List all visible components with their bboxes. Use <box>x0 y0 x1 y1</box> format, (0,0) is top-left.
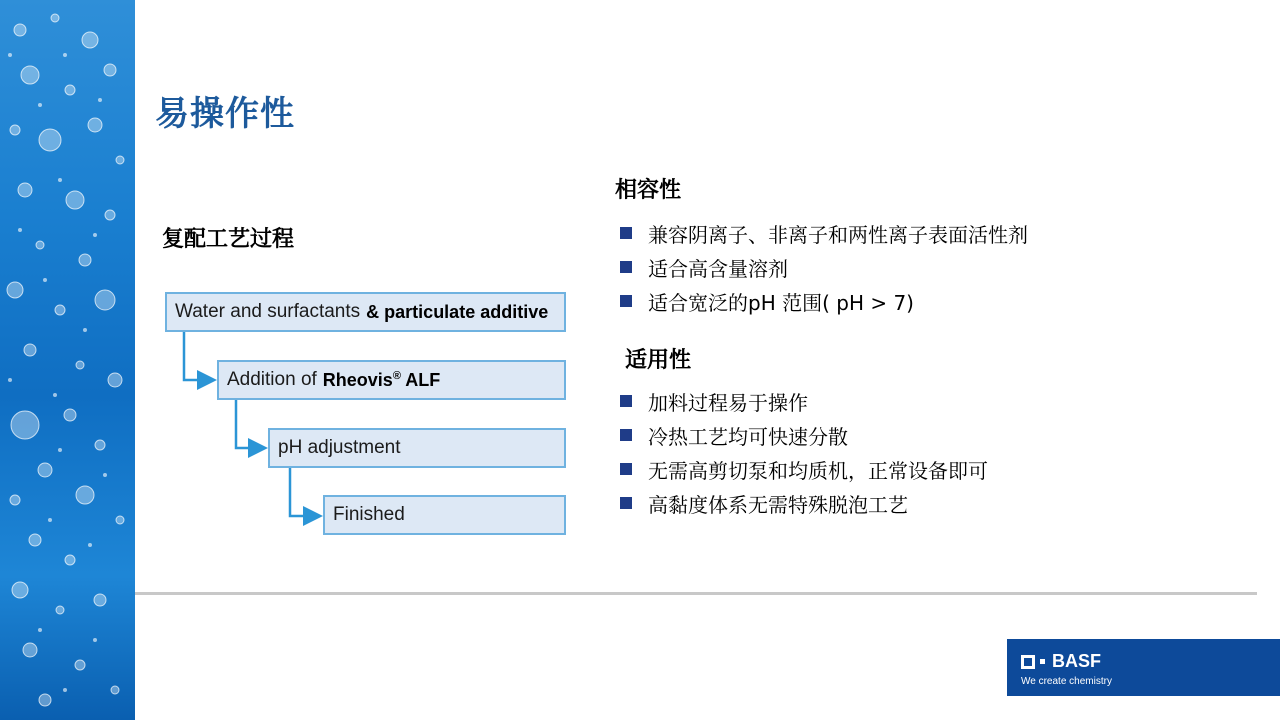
list-item <box>620 452 988 486</box>
flow-step-text: Addition of <box>227 369 317 390</box>
list-item-text: 冷热工艺均可快速分散 <box>648 424 848 449</box>
flow-step-text: Finished <box>333 504 405 525</box>
square-bullet-icon <box>620 295 632 307</box>
product-suffix: ALF <box>400 369 441 390</box>
flow-step-bold: & particulate additive <box>366 301 549 322</box>
bubble-decoration <box>0 0 135 720</box>
compatibility-list <box>620 216 1028 318</box>
list-item-text: 兼容阴离子、非离子和两性离子表面活性剂 <box>648 222 1028 247</box>
connector-1-2 <box>184 332 212 380</box>
footer-divider <box>135 592 1257 595</box>
square-bullet-icon <box>620 227 632 239</box>
logo-row <box>1021 651 1280 672</box>
usability-list <box>620 384 988 520</box>
registered-mark: ® <box>392 369 401 382</box>
compatibility-heading: 相容性 <box>615 178 682 203</box>
basf-mark-icon <box>1021 655 1045 669</box>
square-bullet-icon <box>620 463 632 475</box>
connector-3-4 <box>290 468 318 516</box>
list-item <box>620 486 988 520</box>
flow-step-text: Water and surfactants <box>175 301 361 322</box>
list-item-text: 高黏度体系无需特殊脱泡工艺 <box>648 492 908 517</box>
usability-heading: 适用性 <box>625 348 692 373</box>
list-item-text: 适合宽泛的pH 范围( pH > 7) <box>648 290 914 315</box>
list-item <box>620 250 1028 284</box>
bubbles-graphic <box>0 0 135 720</box>
flow-step-finished <box>323 495 566 535</box>
flow-step-bold <box>323 370 440 391</box>
list-item-text: 无需高剪切泵和均质机，正常设备即可 <box>648 458 988 483</box>
product-name: Rheovis <box>322 369 393 390</box>
list-item <box>620 284 1028 318</box>
flow-step-ph-adjustment <box>268 428 566 468</box>
list-item <box>620 216 1028 250</box>
basf-logo <box>1007 639 1280 696</box>
logo-tagline: We create chemistry <box>1021 676 1112 687</box>
logo-name: BASF <box>1052 651 1101 671</box>
connector-2-3 <box>236 400 263 448</box>
square-bullet-icon <box>620 429 632 441</box>
list-item-text: 适合高含量溶剂 <box>648 256 788 281</box>
page-title: 易操作性 <box>155 94 295 134</box>
square-bullet-icon <box>620 497 632 509</box>
flow-step-addition <box>217 360 566 400</box>
process-heading: 复配工艺过程 <box>162 227 295 252</box>
list-item <box>620 418 988 452</box>
flow-step-water-surfactants <box>165 292 566 332</box>
flow-step-text: pH adjustment <box>278 437 401 458</box>
square-bullet-icon <box>620 395 632 407</box>
list-item <box>620 384 988 418</box>
square-bullet-icon <box>620 261 632 273</box>
list-item-text: 加料过程易于操作 <box>648 390 808 415</box>
